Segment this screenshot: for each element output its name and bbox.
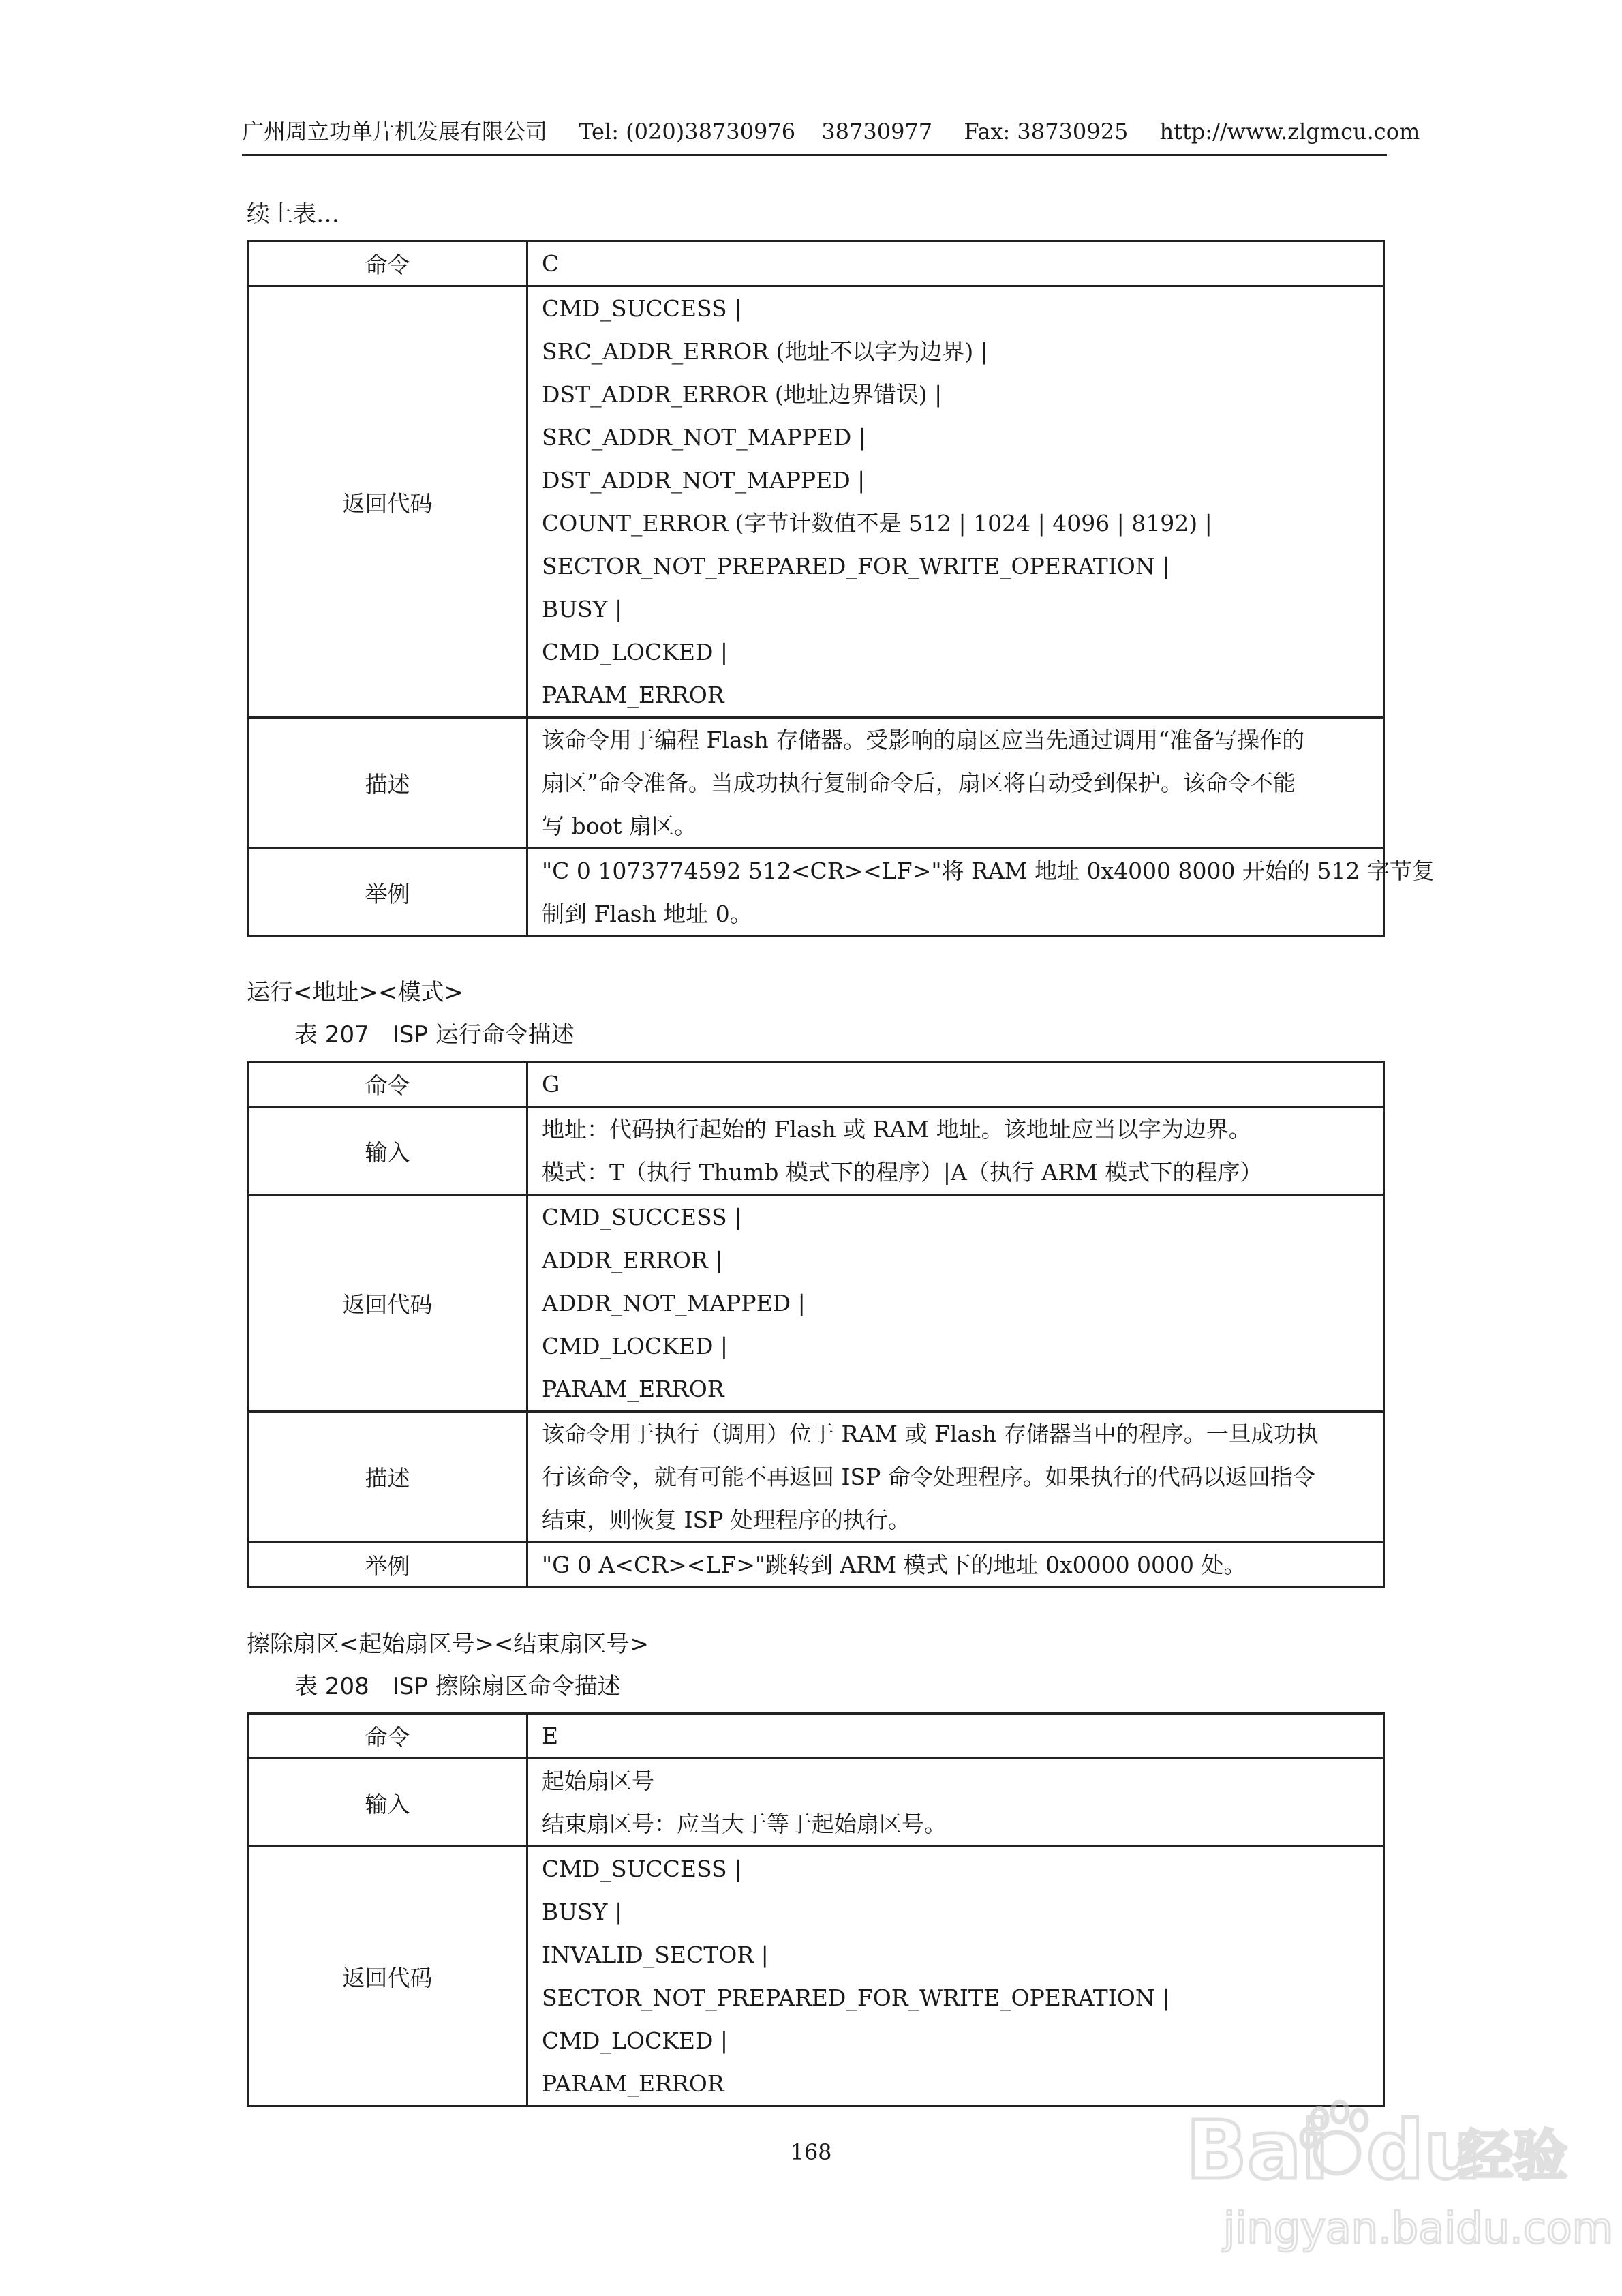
value-line: INVALID_SECTOR | (542, 1942, 769, 1968)
header-url: http://www.zlgmcu.com (1159, 119, 1420, 145)
row-value (527, 1847, 1384, 2106)
row-key: 返回代码 (248, 1847, 527, 2106)
page-number: 168 (790, 2139, 832, 2165)
table-title: ISP 运行命令描述 (392, 1021, 575, 1048)
table-row (248, 718, 1384, 849)
value-line: CMD_SUCCESS | (542, 295, 742, 322)
svg-text:Bai: Bai (1186, 2103, 1330, 2197)
row-value (527, 849, 1435, 937)
value-line: 行该命令，就有可能不再返回 ISP 命令处理程序。如果执行的代码以返回指令 (542, 1464, 1315, 1490)
row-value (527, 241, 1384, 286)
value-line: COUNT_ERROR (字节计数值不是 512 | 1024 | 4096 | 8192) | (542, 510, 1212, 537)
row-value (527, 1543, 1384, 1588)
row-key: 命令 (248, 1062, 527, 1107)
header-company: 广州周立功单片机发展有限公司 (242, 119, 548, 145)
value-line: G (542, 1071, 560, 1098)
row-key: 命令 (248, 1714, 527, 1759)
header-tel: Tel: (020)38730976 (579, 119, 796, 145)
row-value (527, 1714, 1384, 1759)
table-row (248, 1412, 1384, 1543)
table-number: 表 208 (294, 1673, 369, 1700)
row-value (527, 1759, 1384, 1847)
copy-command-table (247, 240, 1435, 937)
row-key: 描述 (248, 718, 527, 849)
value-line: 结束扇区号：应当大于等于起始扇区号。 (542, 1811, 947, 1837)
value-line: CMD_SUCCESS | (542, 1204, 742, 1230)
row-key: 举例 (248, 849, 527, 937)
value-line: 起始扇区号 (542, 1768, 654, 1794)
table-row (248, 1759, 1384, 1847)
row-key: 返回代码 (248, 286, 527, 718)
row-key: 输入 (248, 1759, 527, 1847)
table-row (248, 849, 1384, 937)
row-value (527, 718, 1384, 849)
table-row (248, 1062, 1384, 1107)
table-number: 表 207 (294, 1021, 369, 1048)
running-header (242, 116, 1420, 156)
row-value (527, 1412, 1384, 1543)
value-line: SECTOR_NOT_PREPARED_FOR_WRITE_OPERATION | (542, 553, 1170, 579)
value-line: E (542, 1723, 559, 1749)
table-row (248, 1543, 1384, 1588)
svg-text:du: du (1366, 2103, 1482, 2197)
table-row (248, 1714, 1384, 1759)
value-line: DST_ADDR_NOT_MAPPED | (542, 467, 866, 494)
value-line: C (542, 250, 560, 277)
value-line: 模式：T（执行 Thumb 模式下的程序）|A（执行 ARM 模式下的程序） (542, 1159, 1263, 1185)
row-value (527, 1195, 1384, 1412)
header-fax: Fax: 38730925 (964, 119, 1129, 145)
row-key: 输入 (248, 1107, 527, 1195)
row-key: 命令 (248, 241, 527, 286)
table-row (248, 241, 1384, 286)
value-line: BUSY | (542, 1899, 623, 1925)
value-line: SRC_ADDR_ERROR (地址不以字为边界) | (542, 338, 988, 365)
value-line: 写 boot 扇区。 (542, 813, 697, 839)
table-caption-207 (294, 1020, 575, 1050)
svg-text:经验: 经验 (1458, 2124, 1567, 2188)
erase-command-table (247, 1712, 1385, 2107)
value-line: 制到 Flash 地址 0。 (542, 901, 752, 927)
value-line: PARAM_ERROR (542, 682, 724, 708)
value-line: PARAM_ERROR (542, 1376, 724, 1402)
value-line: CMD_LOCKED | (542, 639, 729, 665)
section-heading-run: 运行<地址><模式> (247, 979, 463, 1006)
row-value (527, 286, 1384, 718)
value-line: CMD_LOCKED | (542, 2027, 729, 2054)
value-line: SRC_ADDR_NOT_MAPPED | (542, 424, 866, 451)
value-line: 该命令用于执行（调用）位于 RAM 或 Flash 存储器当中的程序。一旦成功执 (542, 1421, 1319, 1447)
run-command-table (247, 1061, 1385, 1588)
value-line: "C 0 1073774592 512<CR><LF>"将 RAM 地址 0x4000 8000 开始的 512 字节复 (542, 858, 1435, 884)
value-line: CMD_LOCKED | (542, 1333, 729, 1359)
value-line: "G 0 A<CR><LF>"跳转到 ARM 模式下的地址 0x0000 0000 处。 (542, 1552, 1246, 1578)
row-value (527, 1062, 1384, 1107)
value-line: 该命令用于编程 Flash 存储器。受影响的扇区应当先通过调用“准备写操作的 (542, 727, 1305, 753)
row-key: 返回代码 (248, 1195, 527, 1412)
value-line: SECTOR_NOT_PREPARED_FOR_WRITE_OPERATION | (542, 1984, 1170, 2011)
value-line: 结束，则恢复 ISP 处理程序的执行。 (542, 1507, 911, 1533)
table-caption-208 (294, 1672, 621, 1702)
table-row (248, 1195, 1384, 1412)
value-line: 扇区”命令准备。当成功执行复制命令后，扇区将自动受到保护。该命令不能 (542, 770, 1296, 796)
section-heading-erase: 擦除扇区<起始扇区号><结束扇区号> (247, 1631, 649, 1658)
header-tel2: 38730977 (821, 119, 933, 145)
row-value (527, 1107, 1384, 1195)
table-title: ISP 擦除扇区命令描述 (392, 1673, 621, 1700)
value-line: 地址：代码执行起始的 Flash 或 RAM 地址。该地址应当以字为边界。 (542, 1116, 1251, 1143)
table-row (248, 1847, 1384, 2106)
value-line: BUSY | (542, 596, 623, 622)
value-line: ADDR_ERROR | (542, 1247, 723, 1273)
value-line: DST_ADDR_ERROR (地址边界错误) | (542, 381, 943, 408)
table-row (248, 1107, 1384, 1195)
svg-text:jingyan.baidu.com: jingyan.baidu.com (1223, 2203, 1614, 2253)
table-row (248, 286, 1384, 718)
continued-label: 续上表… (247, 200, 339, 228)
value-line: PARAM_ERROR (542, 2070, 724, 2097)
value-line: CMD_SUCCESS | (542, 1856, 742, 1882)
value-line: ADDR_NOT_MAPPED | (542, 1290, 806, 1316)
row-key: 描述 (248, 1412, 527, 1543)
row-key: 举例 (248, 1543, 527, 1588)
